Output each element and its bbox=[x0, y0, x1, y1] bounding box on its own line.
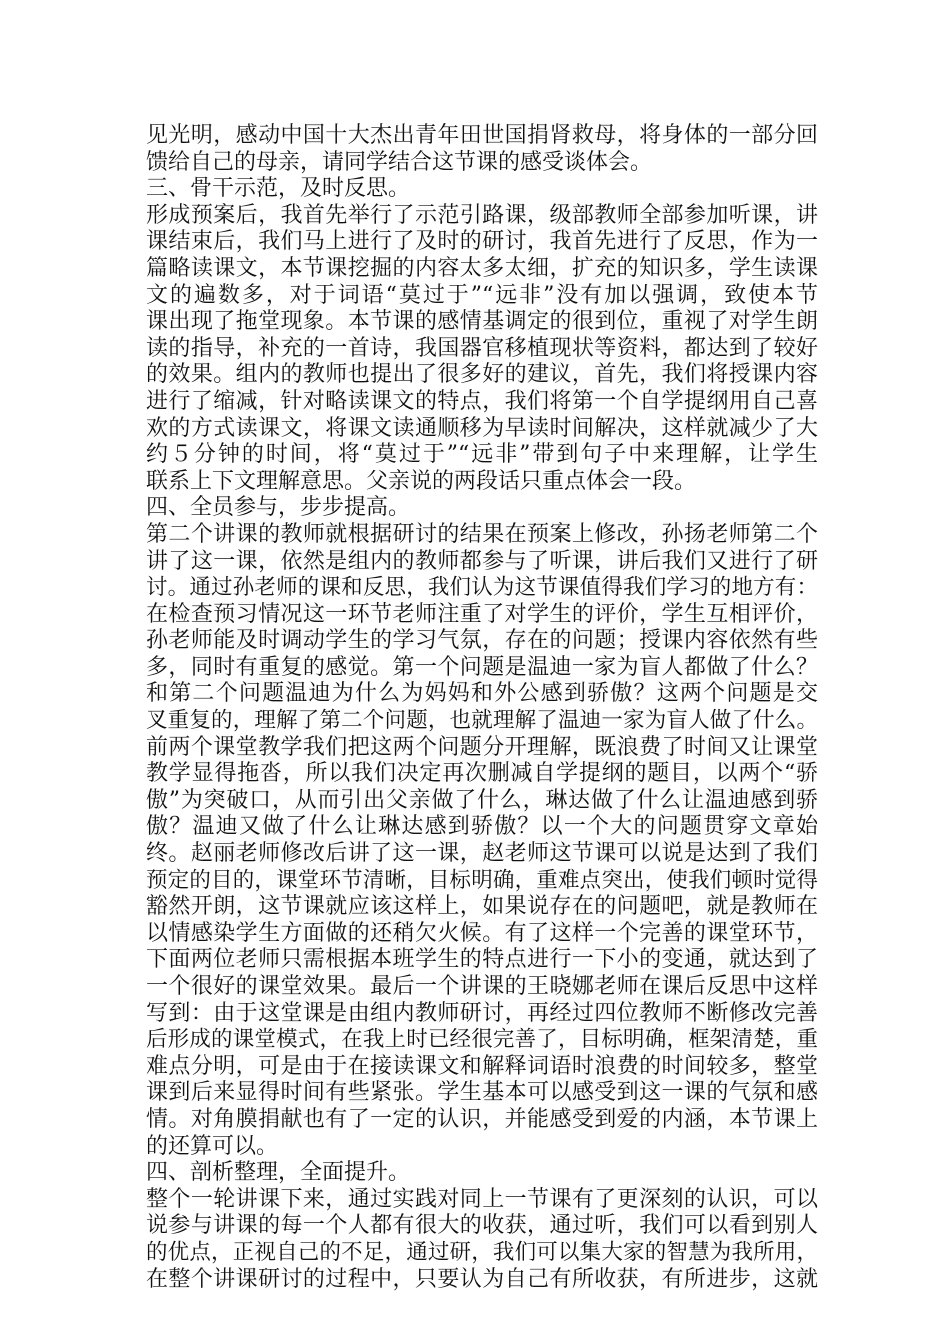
text-line: 下面两位老师只需根据本班学生的特点进行一下小的变通，就达到了 bbox=[146, 947, 818, 973]
text-line: 约５分钟的时间，将“莫过于”“远非”带到句子中来理解，让学生 bbox=[146, 442, 818, 468]
text-line: 在检查预习情况这一环节老师注重了对学生的评价，学生互相评价， bbox=[146, 601, 818, 627]
text-line: 的优点，正视自己的不足，通过研，我们可以集大家的智慧为我所用， bbox=[146, 1239, 818, 1265]
text-line: 文的遍数多，对于词语“莫过于”“远非”没有加以强调，致使本节 bbox=[146, 282, 818, 308]
text-line: 情。对角膜捐献也有了一定的认识，并能感受到爱的内涵，本节课上 bbox=[146, 1106, 818, 1132]
text-line: 豁然开朗，这节课就应该这样上，如果说存在的问题吧，就是教师在 bbox=[146, 894, 818, 920]
text-line: 傲？温迪又做了什么让琳达感到骄傲？以一个大的问题贯穿文章始 bbox=[146, 814, 818, 840]
text-line: 预定的目的，课堂环节清晰，目标明确，重难点突出，使我们顿时觉得 bbox=[146, 867, 818, 893]
text-line: 和第二个问题温迪为什么为妈妈和外公感到骄傲？这两个问题是交 bbox=[146, 681, 818, 707]
text-line: 孙老师能及时调动学生的学习气氛，存在的问题；授课内容依然有些 bbox=[146, 628, 818, 654]
text-line: 见光明，感动中国十大杰出青年田世国捐肾救母，将身体的一部分回 bbox=[146, 123, 818, 148]
text-line: 篇略读课文，本节课挖掘的内容太多太细，扩充的知识多，学生读课 bbox=[146, 255, 818, 281]
text-line: 的还算可以。 bbox=[146, 1133, 279, 1159]
text-line: 欢的方式读课文，将课文读通顺移为早读时间解决，这样就减少了大 bbox=[146, 415, 818, 441]
text-line: 在整个讲课研讨的过程中，只要认为自己有所收获，有所进步，这就 bbox=[146, 1266, 818, 1292]
text-line: 馈给自己的母亲，请同学结合这节课的感受谈体会。 bbox=[146, 149, 653, 175]
text-line: 课结束后，我们马上进行了及时的研讨，我首先进行了反思，作为一 bbox=[146, 229, 818, 255]
text-line: 三、骨干示范，及时反思。 bbox=[146, 176, 411, 202]
text-line: 以情感染学生方面做的还稍欠火候。有了这样一个完善的课堂环节， bbox=[146, 920, 818, 946]
text-line: 进行了缩减，针对略读课文的特点，我们将第一个自学提纲用自己喜 bbox=[146, 388, 818, 414]
text-line: 一个很好的课堂效果。最后一个讲课的王晓娜老师在课后反思中这样 bbox=[146, 974, 818, 999]
text-line: 说参与讲课的每一个人都有很大的收获，通过听，我们可以看到别人 bbox=[146, 1213, 818, 1239]
text-line: 写到：由于这堂课是由组内教师研讨，再经过四位教师不断修改完善 bbox=[146, 1000, 818, 1026]
text-line: 教学显得拖沓，所以我们决定再次删减自学提纲的题目，以两个“骄 bbox=[146, 761, 818, 787]
text-line: 读的指导，补充的一首诗，我国器官移植现状等资料，都达到了较好 bbox=[146, 335, 818, 361]
document-body bbox=[146, 123, 818, 1293]
text-line: 课出现了拖堂现象。本节课的感情基调定的很到位，重视了对学生朗 bbox=[146, 309, 818, 335]
text-line: 四、剖析整理，全面提升。 bbox=[146, 1160, 411, 1186]
text-line: 联系上下文理解意思。父亲说的两段话只重点体会一段。 bbox=[146, 468, 697, 494]
text-line: 形成预案后，我首先举行了示范引路课，级部教师全部参加听课，讲 bbox=[146, 202, 818, 228]
text-line: 课到后来显得时间有些紧张。学生基本可以感受到这一课的气氛和感 bbox=[146, 1080, 818, 1106]
text-line: 终。赵丽老师修改后讲了这一课，赵老师这节课可以说是达到了我们 bbox=[146, 841, 818, 867]
text-line: 傲”为突破口，从而引出父亲做了什么，琳达做了什么让温迪感到骄 bbox=[146, 787, 818, 813]
text-line: 讨。通过孙老师的课和反思，我们认为这节课值得我们学习的地方有： bbox=[146, 575, 818, 601]
text-line: 后形成的课堂模式，在我上时已经很完善了，目标明确，框架清楚，重 bbox=[146, 1027, 818, 1053]
text-line: 难点分明，可是由于在接读课文和解释词语时浪费的时间较多，整堂 bbox=[146, 1053, 818, 1079]
text-line: 叉重复的，理解了第二个问题，也就理解了温迪一家为盲人做了什么。 bbox=[146, 708, 818, 734]
text-line: 整个一轮讲课下来，通过实践对同上一节课有了更深刻的认识，可以 bbox=[146, 1186, 818, 1212]
text-line: 四、全员参与，步步提高。 bbox=[146, 495, 411, 521]
text-line: 讲了这一课，依然是组内的教师都参与了听课，讲后我们又进行了研 bbox=[146, 548, 818, 574]
text-line: 第二个讲课的教师就根据研讨的结果在预案上修改，孙扬老师第二个 bbox=[146, 521, 818, 547]
text-line: 前两个课堂教学我们把这两个问题分开理解，既浪费了时间又让课堂 bbox=[146, 734, 818, 760]
text-line: 的效果。组内的教师也提出了很多好的建议，首先，我们将授课内容 bbox=[146, 362, 818, 388]
text-line: 多，同时有重复的感觉。第一个问题是温迪一家为盲人都做了什么？ bbox=[146, 654, 818, 680]
